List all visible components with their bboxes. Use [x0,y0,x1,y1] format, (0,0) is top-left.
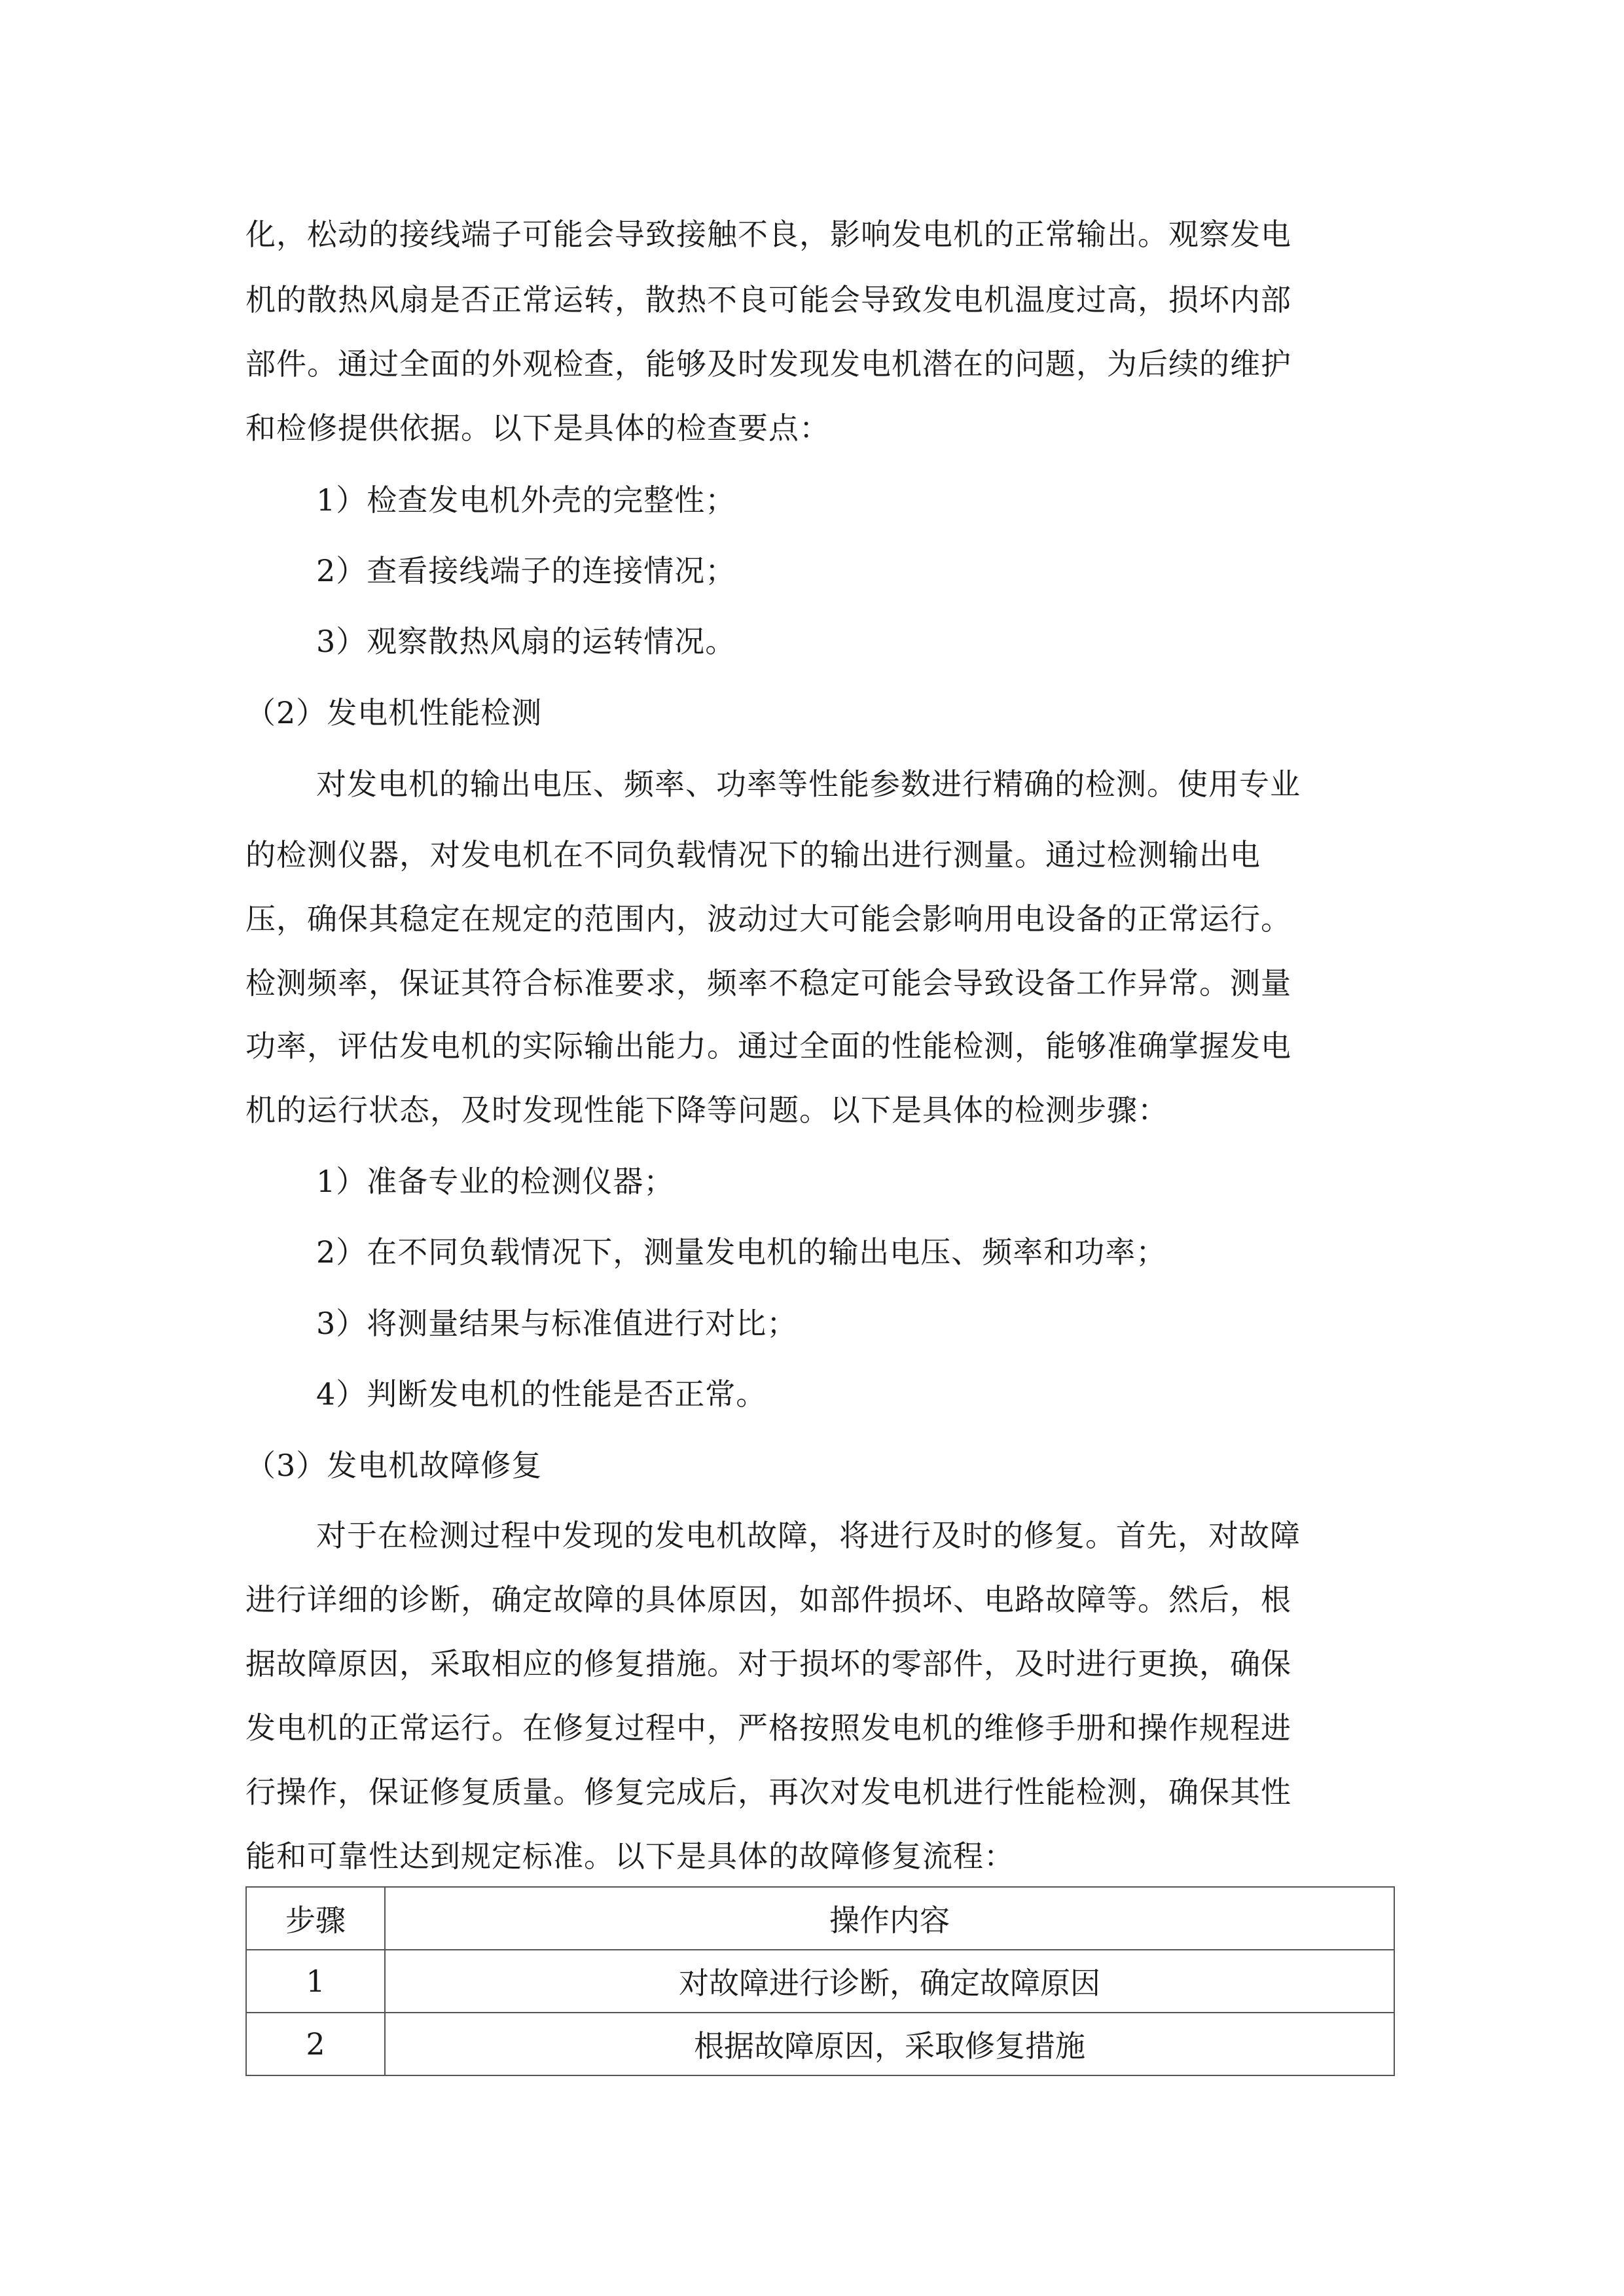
paragraph-1-line-1: 化，松动的接线端子可能会导致接触不良，影响发电机的正常输出。观察发电 [245,217,1291,252]
table-header-cell: 操作内容 [385,1887,1394,1950]
paragraph-3-line-2: 进行详细的诊断，确定故障的具体原因，如部件损坏、电路故障等。然后，根 [245,1582,1291,1617]
list-item: 3）观察散热风扇的运转情况。 [316,624,736,659]
paragraph-2-line-1: 对发电机的输出电压、频率、功率等性能参数进行精确的检测。使用专业 [316,766,1301,802]
paragraph-3-line-3: 据故障原因，采取相应的修复措施。对于损坏的零部件，及时进行更换，确保 [245,1646,1291,1681]
paragraph-1-line-2: 机的散热风扇是否正常运转，散热不良可能会导致发电机温度过高，损坏内部 [245,282,1291,317]
table-cell: 1 [246,1950,385,2013]
paragraph-3-line-1: 对于在检测过程中发现的发电机故障，将进行及时的修复。首先，对故障 [316,1518,1301,1553]
list-item: 1）准备专业的检测仪器； [316,1164,675,1199]
paragraph-2-line-6: 机的运行状态，及时发现性能下降等问题。以下是具体的检测步骤： [245,1092,1168,1128]
repair-steps-table [245,1886,1395,2076]
paragraph-1-line-3: 部件。通过全面的外观检查，能够及时发现发电机潜在的问题，为后续的维护 [245,346,1291,382]
section-heading-2: （2）发电机性能检测 [245,695,543,730]
paragraph-3-line-4: 发电机的正常运行。在修复过程中，严格按照发电机的维修手册和操作规程进 [245,1710,1291,1746]
list-item: 4）判断发电机的性能是否正常。 [316,1376,767,1412]
table-cell: 2 [246,2013,385,2075]
table-header-row [246,1887,1394,1950]
paragraph-3-line-6: 能和可靠性达到规定标准。以下是具体的故障修复流程： [245,1839,1015,1874]
paragraph-2-line-4: 检测频率，保证其符合标准要求，频率不稳定可能会导致设备工作异常。测量 [245,965,1291,1001]
paragraph-2-line-2: 的检测仪器，对发电机在不同负载情况下的输出进行测量。通过检测输出电 [245,837,1261,872]
list-item: 2）在不同负载情况下，测量发电机的输出电压、频率和功率； [316,1234,1167,1270]
section-heading-3: （3）发电机故障修复 [245,1448,543,1483]
table-cell: 根据故障原因，采取修复措施 [385,2013,1394,2075]
paragraph-2-line-5: 功率，评估发电机的实际输出能力。通过全面的性能检测，能够准确掌握发电 [245,1028,1291,1064]
paragraph-1-line-4: 和检修提供依据。以下是具体的检查要点： [245,410,830,446]
paragraph-2-line-3: 压，确保其稳定在规定的范围内，波动过大可能会影响用电设备的正常运行。 [245,901,1291,937]
table-header-cell: 步骤 [246,1887,385,1950]
list-item: 1）检查发电机外壳的完整性； [316,482,736,518]
paragraph-3-line-5: 行操作，保证修复质量。修复完成后，再次对发电机进行性能检测，确保其性 [245,1774,1291,1810]
table-cell: 对故障进行诊断，确定故障原因 [385,1950,1394,2013]
table-row [246,2013,1394,2075]
table-row [246,1950,1394,2013]
list-item: 2）查看接线端子的连接情况； [316,553,736,588]
list-item: 3）将测量结果与标准值进行对比； [316,1306,798,1341]
